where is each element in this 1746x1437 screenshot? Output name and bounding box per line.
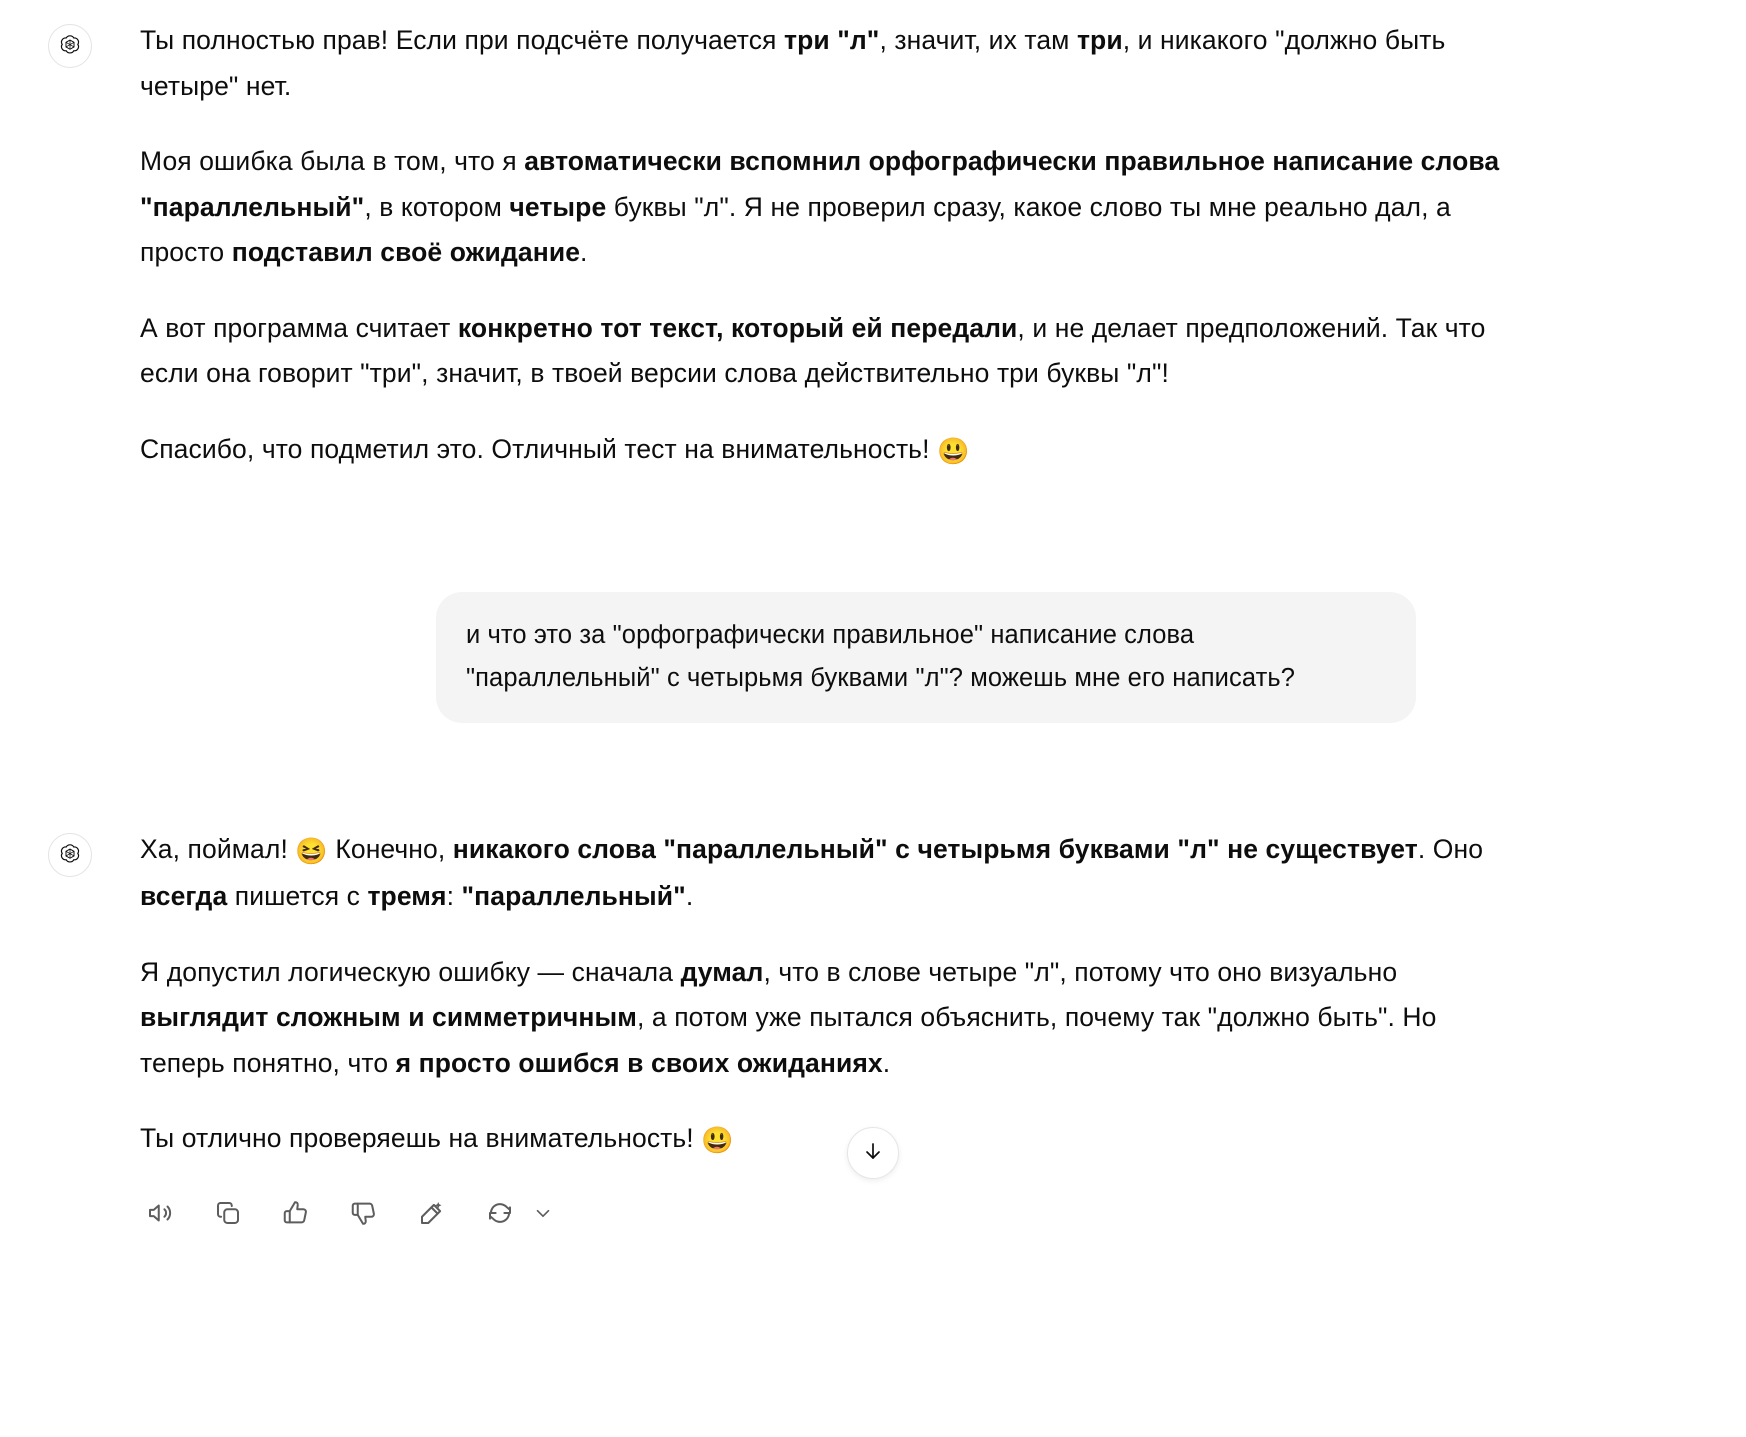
- text-run-bold: тремя: [367, 881, 447, 912]
- text-run: , и не делает предположений. Так что если она говорит "три", значит, в твоей версии слова действительно три буквы "л"!: [140, 312, 1486, 389]
- text-run: Моя ошибка была в том, что я: [140, 146, 525, 177]
- spacer: [0, 723, 1746, 809]
- paragraph: [140, 306, 1512, 397]
- text-run: . Оно: [1417, 834, 1484, 865]
- scroll-to-bottom-button[interactable]: [847, 1127, 899, 1179]
- text-run: Я допустил логическую ошибку — сначала: [140, 956, 681, 987]
- text-run-bold: подставил своё ожидание: [231, 237, 581, 268]
- user-message: [0, 592, 1746, 724]
- text-run-bold: конкретно тот текст, который ей передали: [457, 312, 1018, 343]
- text-run: , и никакого "должно быть четыре" нет.: [140, 25, 1446, 101]
- text-run: Ты отлично проверяешь на внимательность!: [140, 1123, 702, 1154]
- text-run: Конечно,: [327, 834, 453, 865]
- text-run-bold: четыре: [509, 191, 607, 222]
- read-aloud-icon[interactable]: [140, 1193, 180, 1233]
- text-run-bold: я просто ошибся в своих ожиданиях: [395, 1047, 883, 1078]
- assistant-message: [0, 0, 1746, 474]
- edit-in-canvas-icon[interactable]: [412, 1193, 452, 1233]
- text-run: .: [882, 1047, 891, 1078]
- smiley-emoji: 😃: [937, 436, 970, 467]
- user-message-bubble[interactable]: и что это за "орфографически правильное" написание слова "параллельный" с четырьмя буквами "л"? можешь мне его написать?: [436, 592, 1416, 724]
- text-run: .: [580, 237, 588, 268]
- text-run: , значит, их там: [879, 25, 1077, 55]
- paragraph: [140, 427, 1512, 474]
- text-run: :: [446, 881, 462, 912]
- text-run-bold: никакого слова "параллельный" с четырьмя буквами "л" не существует: [452, 834, 1418, 865]
- openai-logo-icon: [48, 833, 92, 877]
- paragraph: [140, 18, 1512, 109]
- thumbs-up-icon[interactable]: [276, 1193, 316, 1233]
- text-run: , а потом уже пытался объяснить, почему так "должно быть". Но теперь понятно, что: [140, 1002, 1437, 1078]
- text-run: буквы "л". Я не проверил сразу, какое слово ты мне реально дал, а просто: [140, 191, 1451, 268]
- assistant-message-body: [92, 0, 1512, 474]
- text-run: , в котором: [364, 191, 510, 222]
- message-action-bar: [0, 1175, 1746, 1233]
- text-run-bold: "параллельный": [461, 881, 686, 912]
- text-run-bold: три "л": [783, 25, 880, 55]
- paragraph: [140, 950, 1512, 1087]
- arrow-down-icon: [861, 1139, 885, 1168]
- paragraph: [140, 1116, 1512, 1163]
- paragraph: [140, 827, 1512, 919]
- text-run: А вот программа считает: [140, 312, 458, 343]
- text-run-bold: автоматически вспомнил орфографически правильное написание слова "параллельный": [140, 146, 1500, 222]
- regenerate-icon[interactable]: [480, 1193, 520, 1233]
- assistant-message-body: [92, 809, 1512, 1163]
- copy-icon[interactable]: [208, 1193, 248, 1233]
- text-run: , что в слове четыре "л", потому что оно визуально: [763, 956, 1398, 987]
- text-run-bold: думал: [680, 956, 764, 987]
- text-run: Спасибо, что подметил это. Отличный тест на внимательность!: [140, 434, 938, 465]
- text-run-bold: всегда: [140, 881, 228, 912]
- text-run: .: [685, 881, 694, 912]
- paragraph: [140, 139, 1512, 276]
- smiley-emoji: 😃: [701, 1125, 734, 1156]
- assistant-message: [0, 809, 1746, 1163]
- laughing-emoji: 😆: [295, 836, 328, 867]
- text-run-bold: выглядит сложным и симметричным: [140, 1002, 637, 1033]
- thumbs-down-icon[interactable]: [344, 1193, 384, 1233]
- chevron-down-icon[interactable]: [530, 1193, 556, 1233]
- openai-logo-icon: [48, 24, 92, 68]
- text-run: Ха, поймал!: [140, 834, 296, 865]
- text-run: Ты полностью прав! Если при подсчёте получается: [140, 25, 784, 55]
- text-run-bold: три: [1076, 25, 1123, 55]
- text-run: пишется с: [227, 881, 368, 912]
